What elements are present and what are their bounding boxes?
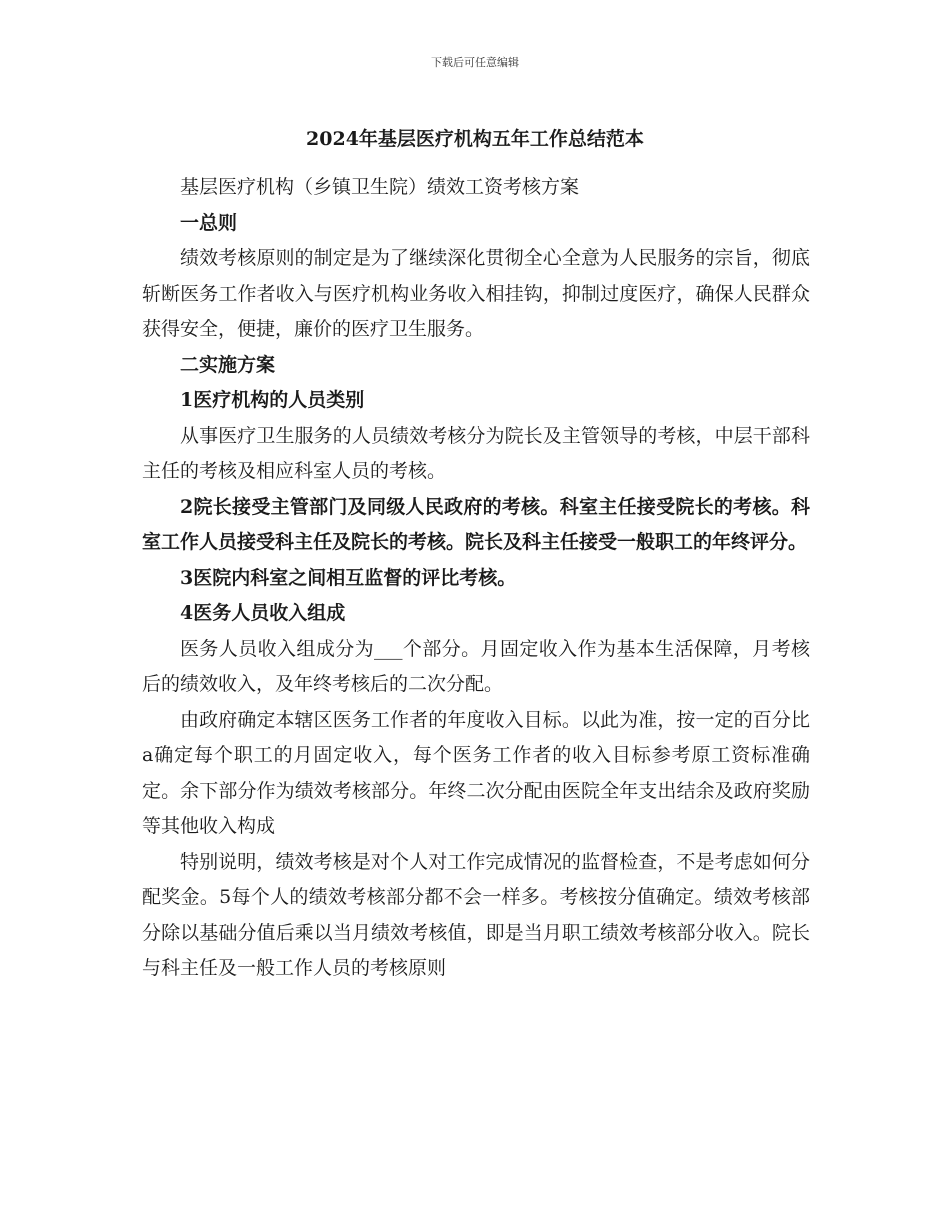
paragraph-department-evaluation: 3医院内科室之间相互监督的评比考核。 <box>180 566 517 589</box>
header-note: 下载后可任意编辑 <box>431 56 519 69</box>
paragraph-staff-categories: 从事医疗卫生服务的人员绩效考核分为院长及主管领导的考核，中层干部科主任的考核及相应科室人员的考核。 <box>142 424 810 482</box>
section-heading-implementation: 二实施方案 <box>180 353 276 376</box>
document-title: 2024年基层医疗机构五年工作总结范本 <box>306 128 644 150</box>
subheading-income-composition: 4医务人员收入组成 <box>180 602 346 624</box>
subheading-staff-categories: 1医疗机构的人员类别 <box>180 389 365 411</box>
paragraph-assessment-hierarchy: 2院长接受主管部门及同级人民政府的考核。科室主任接受院长的考核。科室工作人员接受科主任及院长的考核。院长及科主任接受一般职工的年终评分。 <box>142 495 810 553</box>
paragraph-principles: 绩效考核原则的制定是为了继续深化贯彻全心全意为人民服务的宗旨，彻底斩断医务工作者收入与医疗机构业务收入相挂钩，抑制过度医疗，确保人民群众获得安全，便捷，廉价的医疗卫生服务。 <box>142 247 810 340</box>
section-heading-general: 一总则 <box>180 211 238 234</box>
document-body <box>142 170 810 987</box>
paragraph-income-parts: 医务人员收入组成分为___个部分。月固定收入作为基本生活保障，月考核后的绩效收入，及年终考核后的二次分配。 <box>142 637 810 695</box>
paragraph-income-target: 由政府确定本辖区医务工作者的年度收入目标。以此为准，按一定的百分比a确定每个职工的月固定收入，每个医务工作者的收入目标参考原工资标准确定。余下部分作为绩效考核部分。年终二次分配由医院全年支出结余及政府奖励等其他收入构成 <box>142 708 810 837</box>
paragraph-special-note: 特别说明，绩效考核是对个人对工作完成情况的监督检查，不是考虑如何分配奖金。5每个人的绩效考核部分都不会一样多。考核按分值确定。绩效考核部分除以基础分值后乘以当月绩效考核值，即是当月职工绩效考核部分收入。院长与科主任及一般工作人员的考核原则 <box>142 850 810 979</box>
subtitle: 基层医疗机构（乡镇卫生院）绩效工资考核方案 <box>180 176 580 198</box>
